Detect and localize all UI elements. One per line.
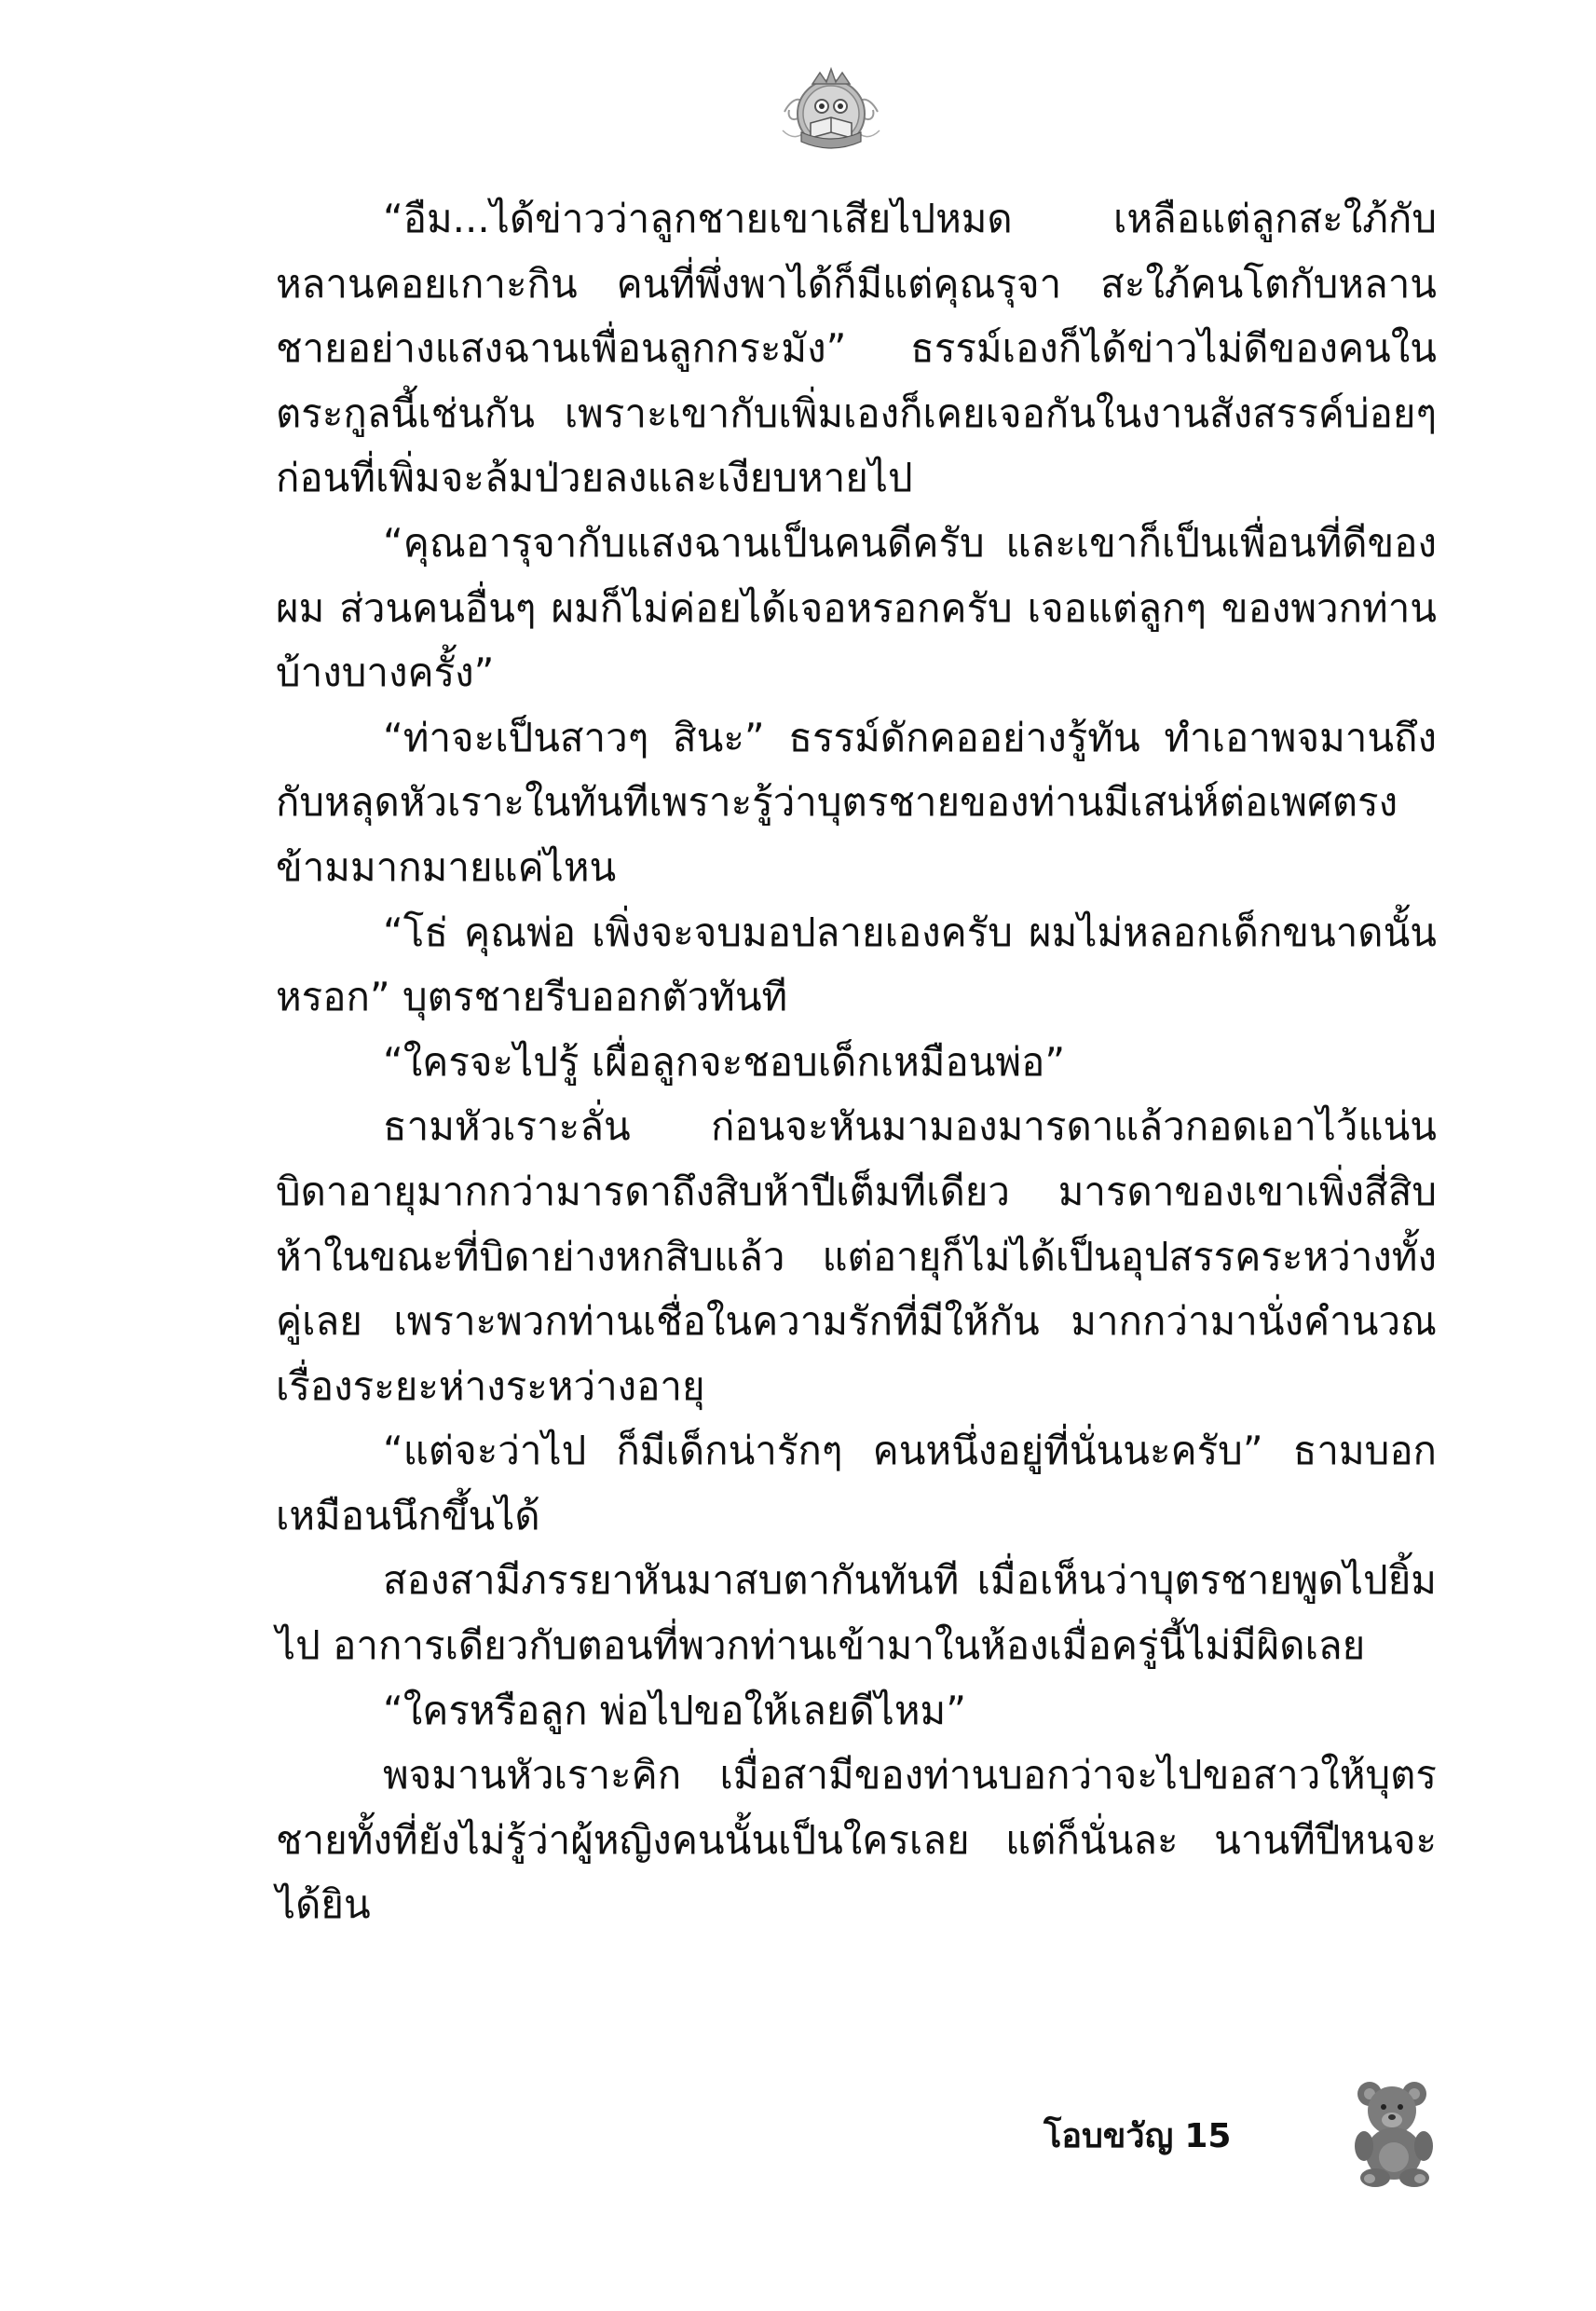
crest-logo-icon [775,56,887,168]
paragraph: “คุณอารุจากับแสงฉานเป็นคนดีครับ และเขาก็เป็นเพื่อนที่ดีของผม ส่วนคนอื่นๆ ผมก็ไม่ค่อยได้เจอหรอกครับ เจอแต่ลูกๆ ของพวกท่านบ้างบางครั้ง” [276,519,1437,696]
paragraph: “อืม...ได้ข่าวว่าลูกชายเขาเสียไปหมด เหลือแต่ลูกสะใภ้กับหลานคอยเกาะกิน คนที่พึ่งพาได้ก็มีแต่คุณรุจา สะใภ้คนโตกับหลานชายอย่างแสงฉานเพื่อนลูกกระมัง” ธรรม์เองก็ได้ข่าวไม่ดีของคนในตระกูลนี้เช่นกัน เพราะเขากับเพิ่มเองก็เคยเจอกันในงานสังสรรค์บ่อยๆ ก่อนที่เพิ่มจะล้มป่วยลงและเงียบหายไป [276,196,1437,501]
page-number: 15 [1184,2117,1232,2155]
paragraph: “ท่าจะเป็นสาวๆ สินะ” ธรรม์ดักคออย่างรู้ทัน ทำเอาพจมานถึงกับหลุดหัวเราะในทันทีเพราะรู้ว่าบุตรชายของท่านมีเสน่ห์ต่อเพศตรงข้ามมากมายแค่ไหน [276,714,1437,890]
paragraph: พจมานหัวเราะคิก เมื่อสามีของท่านบอกว่าจะไปขอสาวให้บุตรชายทั้งที่ยังไม่รู้ว่าผู้หญิงคนนั้นเป็นใครเลย แต่ก็นั่นละ นานทีปีหนจะได้ยิน [276,1752,1437,1928]
paragraph: สองสามีภรรยาหันมาสบตากันทันที เมื่อเห็นว่าบุตรชายพูดไปยิ้มไป อาการเดียวกับตอนที่พวกท่านเข้ามาในห้องเมื่อครู่นี้ไม่มีผิดเลย [276,1557,1437,1669]
book-title: โอบขวัญ [1044,2117,1174,2155]
body-text [276,186,1437,1937]
paragraph: “แต่จะว่าไป ก็มีเด็กน่ารักๆ คนหนึ่งอยู่ที่นั่นนะครับ” ธามบอกเหมือนนึกขึ้นได้ [276,1428,1437,1538]
teddy-bear-icon [1342,2073,1444,2190]
paragraph: “ใครหรือลูก พ่อไปขอให้เลยดีไหม” [383,1687,966,1733]
paragraph: “ใครจะไปรู้ เผื่อลูกจะชอบเด็กเหมือนพ่อ” [383,1038,1066,1085]
paragraph: ธามหัวเราะลั่น ก่อนจะหันมามองมารดาแล้วกอดเอาไว้แน่น บิดาอายุมากกว่ามารดาถึงสิบห้าปีเต็มทีเดียว มารดาของเขาเพิ่งสี่สิบห้าในขณะที่บิดาย่างหกสิบแล้ว แต่อายุก็ไม่ได้เป็นอุปสรรคระหว่างทั้งคู่เลย เพราะพวกท่านเชื่อในความรักที่มีให้กัน มากกว่ามานั่งคำนวณเรื่องระยะห่างระหว่างอายุ [276,1103,1437,1409]
footer-text [1044,2109,1242,2162]
paragraph: “โธ่ คุณพ่อ เพิ่งจะจบมอปลายเองครับ ผมไม่หลอกเด็กขนาดนั้นหรอก” บุตรชายรีบออกตัวทันที [276,909,1437,1020]
page-footer [1044,2073,1453,2204]
